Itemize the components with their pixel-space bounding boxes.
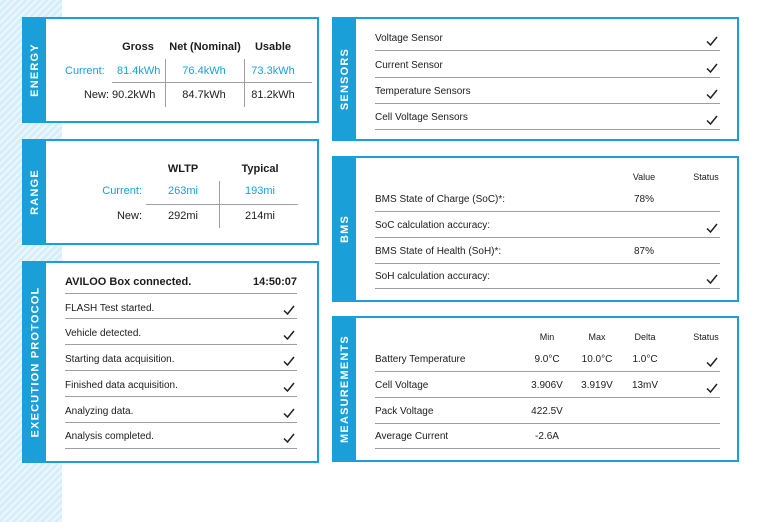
energy-current-gross: 81.4kWh <box>117 65 161 77</box>
range-current-wltp: 263mi <box>168 185 198 197</box>
bms-divider <box>375 288 720 289</box>
bms-row-label: BMS State of Health (SoH)*: <box>375 246 502 257</box>
range-divider <box>146 204 298 205</box>
sensor-item: Cell Voltage Sensors <box>375 112 468 123</box>
measurements-col-delta: Delta <box>634 332 656 342</box>
sensors-panel <box>332 17 739 141</box>
bms-col-status: Status <box>693 172 719 182</box>
measurement-delta: 13mV <box>631 380 659 391</box>
sensor-item: Temperature Sensors <box>375 86 471 97</box>
energy-divider <box>244 59 245 107</box>
measurements-divider <box>375 423 720 424</box>
check-icon <box>705 62 719 74</box>
range-current-label: Current: <box>102 185 142 197</box>
measurements-col-status: Status <box>693 332 719 342</box>
energy-header-gross: Gross <box>122 41 154 53</box>
energy-new-label: New: <box>83 89 109 101</box>
range-header-typical: Typical <box>241 163 279 175</box>
protocol-time: 14:50:07 <box>252 276 297 288</box>
check-icon <box>705 88 719 100</box>
energy-new-net: 84.7kWh <box>182 89 226 101</box>
bms-col-value: Value <box>632 172 656 182</box>
protocol-tab <box>24 263 46 461</box>
range-new-typical: 214mi <box>245 210 275 222</box>
energy-divider <box>112 82 312 83</box>
protocol-divider <box>65 344 297 345</box>
bms-row-label: SoH calculation accuracy: <box>375 271 491 282</box>
protocol-item: FLASH Test started. <box>65 303 155 314</box>
check-icon <box>282 304 296 316</box>
measurements-col-max: Max <box>588 332 606 342</box>
measurement-label: Average Current <box>375 431 449 442</box>
energy-current-usable: 73.3kWh <box>251 65 295 77</box>
protocol-item: Analysis completed. <box>65 431 154 442</box>
range-title: RANGE <box>29 169 42 215</box>
bms-panel <box>332 156 739 302</box>
sensors-title: SENSORS <box>339 47 352 111</box>
bms-divider <box>375 237 720 238</box>
measurement-label: Cell Voltage <box>375 380 429 391</box>
measurement-max: 3.919V <box>581 380 613 391</box>
range-tab <box>24 141 46 243</box>
bms-row-value: 87% <box>633 246 654 257</box>
protocol-divider <box>65 396 297 397</box>
bms-row-label: BMS State of Charge (SoC)*: <box>375 194 506 205</box>
protocol-header: AVILOO Box connected. <box>65 276 192 288</box>
energy-new-usable: 81.2kWh <box>251 89 295 101</box>
protocol-item: Vehicle detected. <box>65 328 142 339</box>
measurement-label: Battery Temperature <box>375 354 466 365</box>
energy-current-net: 76.4kWh <box>182 65 226 77</box>
measurement-min: -2.6A <box>535 431 559 442</box>
check-icon <box>705 273 719 285</box>
energy-new-gross: 90.2kWh <box>112 89 156 101</box>
measurements-divider <box>375 397 720 398</box>
bms-divider <box>375 211 720 212</box>
check-icon <box>282 355 296 367</box>
protocol-item: Analyzing data. <box>65 406 134 417</box>
bms-title: BMS <box>339 214 352 244</box>
range-new-wltp: 292mi <box>168 210 198 222</box>
measurement-min: 422.5V <box>531 406 563 417</box>
check-icon <box>705 382 719 394</box>
check-icon <box>282 381 296 393</box>
check-icon <box>705 222 719 234</box>
measurements-panel <box>332 316 739 462</box>
energy-panel <box>22 17 319 123</box>
energy-current-label: Current: <box>65 65 105 77</box>
range-header-wltp: WLTP <box>167 163 199 175</box>
range-new-label: New: <box>116 210 142 222</box>
protocol-divider <box>65 293 297 294</box>
check-icon <box>705 35 719 47</box>
protocol-title: EXECUTION PROTOCOL <box>29 286 41 438</box>
sensors-divider <box>375 129 720 130</box>
protocol-divider <box>65 370 297 371</box>
bms-row-label: SoC calculation accuracy: <box>375 220 491 231</box>
measurements-col-min: Min <box>539 332 555 342</box>
sensors-divider <box>375 50 720 51</box>
bms-divider <box>375 263 720 264</box>
bms-tab <box>334 158 356 300</box>
check-icon <box>282 407 296 419</box>
energy-divider <box>165 59 166 107</box>
protocol-panel <box>22 261 319 463</box>
protocol-divider <box>65 318 297 319</box>
sensors-divider <box>375 77 720 78</box>
energy-title: ENERGY <box>29 43 41 97</box>
protocol-item: Finished data acquisition. <box>65 380 178 391</box>
protocol-divider <box>65 422 297 423</box>
range-current-typical: 193mi <box>245 185 275 197</box>
energy-header-net: Net (Nominal) <box>169 41 241 53</box>
check-icon <box>282 329 296 341</box>
protocol-divider <box>65 448 297 449</box>
sensor-item: Voltage Sensor <box>375 33 443 44</box>
measurement-label: Pack Voltage <box>375 406 434 417</box>
check-icon <box>705 114 719 126</box>
sensor-item: Current Sensor <box>375 60 443 71</box>
check-icon <box>705 356 719 368</box>
range-panel <box>22 139 319 245</box>
measurement-max: 10.0°C <box>581 354 613 365</box>
bms-row-value: 78% <box>633 194 654 205</box>
protocol-item: Starting data acquisition. <box>65 354 175 365</box>
energy-header-usable: Usable <box>254 41 292 53</box>
energy-tab <box>24 19 46 121</box>
sensors-divider <box>375 103 720 104</box>
measurements-title: MEASUREMENTS <box>339 335 351 443</box>
measurement-min: 9.0°C <box>534 354 560 365</box>
measurements-tab <box>334 318 356 460</box>
measurements-divider <box>375 371 720 372</box>
check-icon <box>282 432 296 444</box>
sensors-tab <box>334 19 356 139</box>
measurements-divider <box>375 448 720 449</box>
measurement-delta: 1.0°C <box>632 354 658 365</box>
measurement-min: 3.906V <box>531 380 563 391</box>
